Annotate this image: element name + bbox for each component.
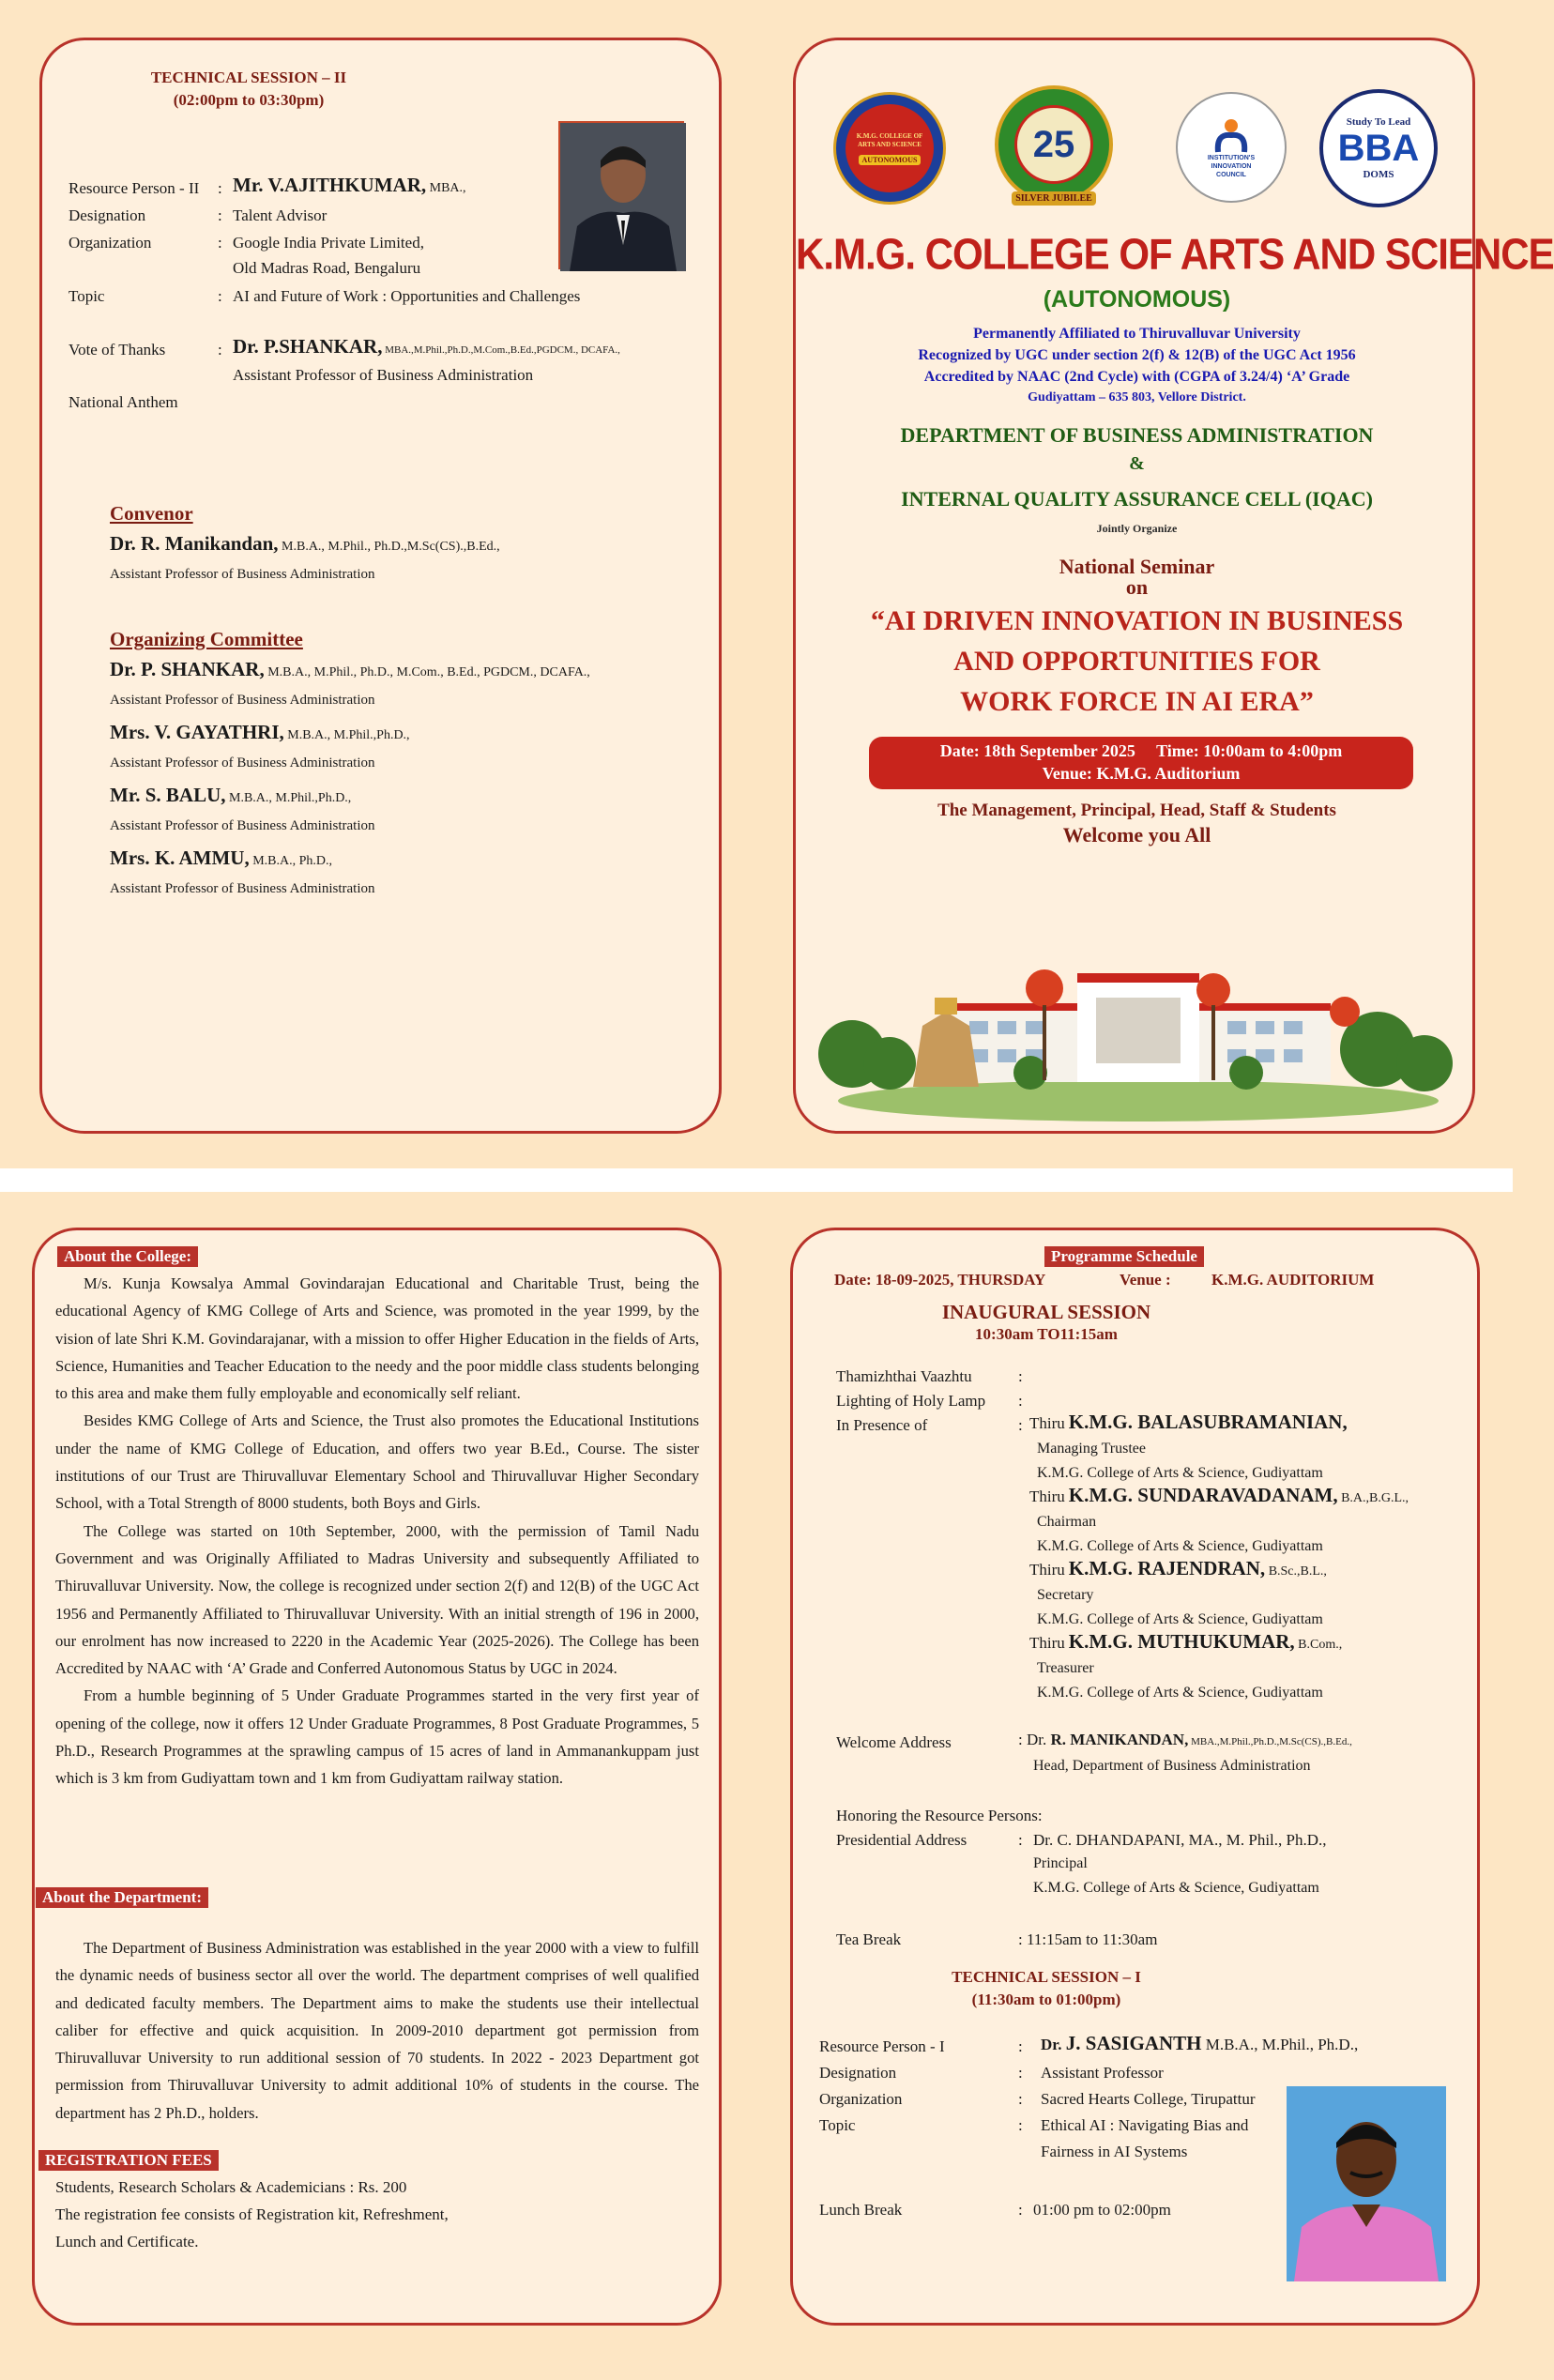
convenor-heading: Convenor	[110, 502, 193, 525]
tech1-time: (11:30am to 01:00pm)	[971, 1991, 1121, 2008]
committee-member-name: Mr. S. BALU, M.B.A., M.Phil.,Ph.D.,	[110, 784, 352, 806]
tech2-title: TECHNICAL SESSION – II	[150, 69, 347, 86]
seminar-on: on	[1125, 575, 1149, 599]
committee-member-role: Assistant Professor of Business Administration	[110, 881, 375, 896]
presidential-address-label: Presidential Address	[836, 1831, 967, 1849]
cover-panel	[793, 38, 1554, 1134]
committee-member-name: Dr. P. SHANKAR, M.B.A., M.Phil., Ph.D., M.Com., B.Ed., PGDCM., DCAFA.,	[110, 658, 590, 680]
seminar-title-2: AND OPPORTUNITIES FOR	[953, 646, 1320, 677]
national-anthem: National Anthem	[69, 393, 178, 411]
committee-member-name: Mrs. V. GAYATHRI, M.B.A., M.Phil.,Ph.D.,	[110, 721, 410, 743]
rp2-degree: MBA.,	[426, 181, 466, 195]
rp2-name-line	[233, 174, 466, 197]
iqac-name: INTERNAL QUALITY ASSURANCE CELL (IQAC)	[901, 487, 1373, 511]
rp2-org-line2: Old Madras Road, Bengaluru	[233, 259, 421, 277]
department-name: DEPARTMENT OF BUSINESS ADMINISTRATION	[900, 423, 1374, 447]
rp1-org: Sacred Hearts College, Tirupattur	[1041, 2090, 1256, 2108]
rp2-designation: Talent Advisor	[233, 206, 328, 224]
presidential-role: Principal	[1033, 1855, 1088, 1871]
dignitary-name: Thiru K.M.G. RAJENDRAN, B.Sc.,B.L.,	[1029, 1557, 1327, 1579]
convenor-degree: M.B.A., M.Phil., Ph.D.,M.Sc(CS).,B.Ed.,	[278, 540, 500, 554]
vaazhtu-label: Thamizhthai Vaazhtu	[836, 1367, 972, 1385]
dignitary-role: Treasurer	[1037, 1660, 1094, 1676]
brochure-inner-sheet	[0, 1192, 1513, 2360]
lunch-break-time: 01:00 pm to 02:00pm	[1033, 2201, 1171, 2219]
date-time-text: Date: 18th September 2025 Time: 10:00am to 4:00pm	[939, 741, 1343, 760]
holy-lamp-label: Lighting of Holy Lamp	[836, 1392, 986, 1410]
rp1-topic-2: Fairness in AI Systems	[1041, 2143, 1188, 2160]
tea-break-time: : 11:15am to 11:30am	[1018, 1930, 1158, 1948]
venue-text: Venue: K.M.G. Auditorium	[1042, 764, 1241, 783]
dignitary-org: K.M.G. College of Arts & Science, Gudiyattam	[1037, 1611, 1323, 1627]
vote-of-thanks-degree: MBA.,M.Phil.,Ph.D.,M.Com.,B.Ed.,PGDCM., DCAFA.,	[382, 344, 620, 356]
about-department-heading: About the Department:	[36, 1887, 208, 1908]
rp2-designation-label: Designation	[69, 206, 146, 224]
dignitary-role: Secretary	[1037, 1587, 1094, 1603]
affiliation-1: Permanently Affiliated to Thiruvalluvar University	[973, 326, 1301, 342]
vote-of-thanks-label: Vote of Thanks	[69, 341, 166, 359]
committee-member-role: Assistant Professor of Business Administration	[110, 693, 375, 708]
dignitary-name: Thiru K.M.G. SUNDARAVADANAM, B.A.,B.G.L.,	[1029, 1484, 1409, 1506]
bba-doms-logo: Study To Lead BBA DOMS	[1319, 89, 1438, 207]
dignitary-org: K.M.G. College of Arts & Science, Gudiyattam	[1037, 1465, 1323, 1481]
management-greeting: The Management, Principal, Head, Staff & Students	[937, 801, 1336, 820]
committee-heading: Organizing Committee	[110, 628, 303, 650]
inaugural-session-time: 10:30am TO11:15am	[975, 1325, 1118, 1343]
committee-member-role: Assistant Professor of Business Administration	[110, 755, 375, 770]
registration-fees-heading: REGISTRATION FEES	[38, 2150, 219, 2171]
honoring-label: Honoring the Resource Persons:	[836, 1807, 1043, 1824]
college-name: K.M.G. COLLEGE OF ARTS AND SCIENCE	[796, 229, 1554, 279]
resource-person-1-photo	[1287, 2086, 1446, 2281]
silver-jubilee-logo: 25 SILVER JUBILEE	[995, 85, 1113, 204]
ampersand: &	[1129, 453, 1145, 474]
about-college-para: The College was started on 10th September, 2000, with the permission of Tamil Nadu Government and was Originally Affiliated to Madras University and subsequently Affiliated to Thiruvalluvar University. Now, the college is recognized under section 2(f) and 12(B) of the UGC Act 1956 and Permanently Affiliated to Thiruvalluvar University. With an initial strength of 196 in 2000, our enrolment has now increased to 2220 in the Academic Year (2025-2026). The College has been Accredited by NAAC with ‘A’ Grade and Conferred Autonomous Status by UGC in 2024.	[55, 1521, 699, 1678]
resource-person-2-photo	[558, 121, 684, 269]
dignitary-org: K.M.G. College of Arts & Science, Gudiyattam	[1037, 1685, 1323, 1701]
about-department-text	[55, 1934, 699, 2127]
convenor-name: Dr. R. Manikandan,	[110, 532, 279, 555]
lunch-break-label: Lunch Break	[819, 2201, 903, 2219]
brochure-outer-sheet	[0, 0, 1554, 1168]
schedule-panel: Programme Schedule Date: 18-09-2025, THURSDAY Venue : K.M.G. AUDITORIUM INAUGURAL SESSION 10:30am TO11:15am Thamizhthai Vaazhtu : Lighting of Holy Lamp : In Presence of : Thiru K.M.G. BALASUBRAMANIAN, Managing Trustee K.M.G. College of Arts & Science, Gudiyattam Thiru K.M.G. SUNDARAVADANAM, B.A.,B.G.L., Chairman K.M.G. College of Arts & Science, Gudiyattam Thiru K.M.G. RAJENDRAN, B.Sc.,B.L., Secretary K.M.G. College of Arts & Science, Gudiyattam Thiru K.M.G. MUTHUKUMAR, B.Com., Treasurer K.M.G. College of Arts & Science, Gudiyattam Welcome Address : Dr. R. MANIKANDAN, MBA.,M.Phil.,Ph.D.,M.Sc(CS).,B.Ed., Head, Department of Business Administration Honoring the Resource Persons: Presidential Address : Dr. C. DHANDAPANI, MA., M. Phil., Ph.D., Principal K.M.G. College of Arts & Science, Gudiyattam Tea Break : 11:15am to 11:30am TECHNICAL SESSION – I (11:30am to 01:00pm) Resource Person - I : Dr. J. SASIGANTH M.B.A., M.Phil., Ph.D., Designation : Assistant Professor Organization : Sacred Hearts College, Tirupattur Topic : Ethical AI : Navigating Bias and Fairness in AI Systems Lunch Break : 01:00 pm to 02:00pm	[790, 1228, 1480, 2326]
presidential-name: Dr. C. DHANDAPANI, MA., M. Phil., Ph.D.,	[1033, 1831, 1327, 1849]
presidential-org: K.M.G. College of Arts & Science, Gudiyattam	[1033, 1880, 1319, 1896]
tech2-time: (02:00pm to 03:30pm)	[173, 91, 325, 109]
schedule-venue: K.M.G. AUDITORIUM	[1211, 1271, 1375, 1289]
affiliation-4: Gudiyattam – 635 803, Vellore District.	[1028, 390, 1246, 404]
fees-line-1: Students, Research Scholars & Academicians : Rs. 200	[55, 2178, 407, 2196]
vote-of-thanks-role: Assistant Professor of Business Administration	[233, 366, 534, 384]
innovation-council-logo: INSTITUTION'S INNOVATION COUNCIL	[1176, 92, 1287, 203]
about-panel	[32, 1228, 722, 2326]
about-department-para: The Department of Business Administration was established in the year 2000 with a view to fulfill the dynamic needs of business sector all over the world. The department comprises of well qualified and dedicated faculty members. The Department aims to make the students use their intellectual caliber for effective and quick acquisition. In 2009-2010 department got permission from Thiruvalluvar University to run additional session of 70 students. In 2022 - 2023 Department got permission from Thiruvalluvar University to admit additional 10% of students in the course. The department has 2 Ph.D., holders.	[55, 1939, 699, 2122]
rp2-org-label: Organization	[69, 234, 152, 252]
vote-of-thanks-name: Dr. P.SHANKAR,	[233, 335, 383, 358]
date-venue-banner	[869, 737, 1413, 789]
welcome-greeting: Welcome you All	[1062, 823, 1211, 847]
committee-member-role: Assistant Professor of Business Administration	[110, 818, 375, 833]
about-college-para: M/s. Kunja Kowsalya Ammal Govindarajan Educational and Charitable Trust, being the educational Agency of KMG College of Arts and Science, was promoted in the year 1999, by the vision of late Shri K.M. Govindarajanar, with a mission to offer Higher Education in the fields of Arts, Science, Humanities and Teacher Education to the needy and the poor middle class students belonging to this area and make them fully employable and economically self reliant.	[55, 1274, 699, 1403]
affiliation-2: Recognized by UGC under section 2(f) & 12(B) of the UGC Act 1956	[918, 347, 1356, 363]
rp1-label: Resource Person - I	[819, 2037, 945, 2055]
fees-line-3: Lunch and Certificate.	[55, 2233, 199, 2250]
rp1-designation-label: Designation	[819, 2064, 897, 2082]
rp2-org-line1: Google India Private Limited,	[233, 234, 424, 252]
sheet-gap	[0, 1168, 1513, 1192]
tea-break-label: Tea Break	[836, 1930, 902, 1948]
rp1-topic-1: Ethical AI : Navigating Bias and	[1041, 2116, 1249, 2134]
committee-panel: TECHNICAL SESSION – II (02:00pm to 03:30pm) Resource Person - II : Mr. V.AJITHKUMAR, MBA., Designation : Talent Advisor Organization : Google India Private Limited, Old Madras Road, Bengaluru Topic : AI and Future of Work : Opportunities and Challenges Vote of Thanks : Dr. P.SHANKAR, MBA.,M.Phil.,Ph.D.,M.Com.,B.Ed.,PGDCM., DCAFA., Assistant Professor of Business Administration National Anthem Convenor Dr. R. Manikandan, M.B.A., M.Phil., Ph.D.,M.Sc(CS).,B.Ed., Assistant Professor of Business Administration Organizing Committee Dr. P. SHANKAR, M.B.A., M.Phil., Ph.D., M.Com., B.Ed., PGDCM., DCAFA., Assistant Professor of Business Administration Mrs. V. GAYATHRI, M.B.A., M.Phil.,Ph.D., Assistant Professor of Business Administration Mr. S. BALU, M.B.A., M.Phil.,Ph.D., Assistant Professor of Business Administration Mrs. K. AMMU, M.B.A., Ph.D., Assistant Professor of Business Administration	[39, 38, 722, 1134]
convenor-line	[110, 532, 500, 556]
presence-label: In Presence of	[836, 1416, 928, 1434]
iic-icon	[1211, 116, 1252, 154]
inaugural-session-title: INAUGURAL SESSION	[941, 1301, 1151, 1323]
tech1-title: TECHNICAL SESSION – I	[952, 1968, 1141, 1986]
welcome-address-label: Welcome Address	[836, 1733, 952, 1751]
convenor-role: Assistant Professor of Business Administration	[110, 567, 375, 582]
rp2-name: Mr. V.AJITHKUMAR,	[233, 174, 427, 196]
rp2-topic: AI and Future of Work : Opportunities and Challenges	[233, 287, 581, 305]
programme-schedule-heading: Programme Schedule	[1044, 1246, 1204, 1267]
rp2-label: Resource Person - II	[69, 179, 200, 197]
rp1-org-label: Organization	[819, 2090, 903, 2108]
about-college-text	[55, 1270, 699, 1793]
campus-building-image	[815, 923, 1462, 1115]
rp1-name-line: Dr. J. SASIGANTH M.B.A., M.Phil., Ph.D.,	[1041, 2032, 1359, 2054]
about-college-para: From a humble beginning of 5 Under Graduate Programmes started in the very first year of opening of the college, now it offers 12 Under Graduate Programmes, 8 Post Graduate Programmes, 5 Ph.D., Research Programmes at the sprawling campus of 15 acres of land in Ammanankuppam just which is 3 km from Gudiyattam town and 1 km from Gudiyattam railway station.	[55, 1686, 699, 1788]
kmg-college-logo: K.M.G. COLLEGE OF ARTS AND SCIENCE AUTONOMOUS	[833, 92, 946, 205]
rp2-topic-label: Topic	[69, 287, 105, 305]
about-college-para: Besides KMG College of Arts and Science, the Trust also promotes the Educational Institutions under the name of KMG College of Education, and offers two year B.Ed., Course. The sister institutions of our Trust are Thiruvalluvar Elementary School and Thiruvalluvar Higher Secondary School, with a Total Strength of 8000 students, both Boys and Girls.	[55, 1411, 699, 1513]
seminar-label: National Seminar	[1059, 555, 1215, 578]
fees-line-2: The registration fee consists of Registration kit, Refreshment,	[55, 2205, 449, 2223]
dignitary-role: Chairman	[1037, 1514, 1097, 1530]
autonomous-label: (AUTONOMOUS)	[1043, 286, 1231, 313]
seminar-title-1: “AI DRIVEN INNOVATION IN BUSINESS	[870, 605, 1404, 636]
schedule-venue-label: Venue :	[1120, 1271, 1171, 1289]
rp1-designation: Assistant Professor	[1041, 2064, 1164, 2082]
dignitary-name: Thiru K.M.G. BALASUBRAMANIAN,	[1029, 1411, 1348, 1433]
welcome-address-line: : Dr. R. MANIKANDAN, MBA.,M.Phil.,Ph.D.,M.Sc(CS).,B.Ed.,	[1018, 1731, 1352, 1748]
rp1-topic-label: Topic	[819, 2116, 856, 2134]
seminar-title-3: WORK FORCE IN AI ERA”	[960, 686, 1314, 717]
affiliation-3: Accredited by NAAC (2nd Cycle) with (CGPA of 3.24/4) ‘A’ Grade	[923, 369, 1350, 385]
committee-member-name: Mrs. K. AMMU, M.B.A., Ph.D.,	[110, 847, 333, 869]
welcome-address-role: Head, Department of Business Administration	[1033, 1758, 1311, 1774]
dignitary-org: K.M.G. College of Arts & Science, Gudiyattam	[1037, 1538, 1323, 1554]
dignitary-name: Thiru K.M.G. MUTHUKUMAR, B.Com.,	[1029, 1630, 1343, 1653]
jointly-organize: Jointly Organize	[1096, 522, 1178, 535]
schedule-date: Date: 18-09-2025, THURSDAY	[834, 1271, 1046, 1289]
dignitary-role: Managing Trustee	[1037, 1441, 1146, 1457]
vote-of-thanks-line	[233, 335, 620, 359]
about-college-heading: About the College:	[57, 1246, 198, 1267]
